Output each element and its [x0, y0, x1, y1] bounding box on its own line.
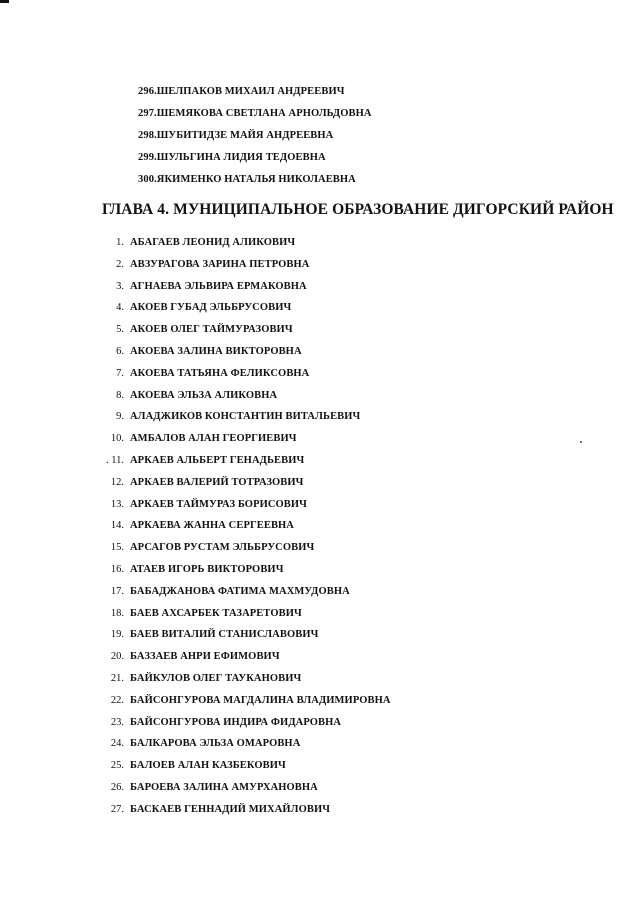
list-item-number: 12. [110, 476, 124, 488]
list-item [100, 406, 391, 428]
list-item-number: 4. [116, 302, 124, 314]
list-item [100, 537, 391, 559]
list-item [100, 341, 391, 363]
list-item [100, 472, 391, 494]
list-item-name: АКОЕВА ТАТЬЯНА ФЕЛИКСОВНА [130, 367, 310, 379]
list-item [100, 232, 391, 254]
list-item-name: АРКАЕВ АЛЬБЕРТ ГЕНАДЬЕВИЧ [130, 454, 305, 466]
list-item [100, 690, 391, 712]
list-item-name: АВЗУРАГОВА ЗАРИНА ПЕТРОВНА [130, 258, 310, 270]
list-item-name: АРСАГОВ РУСТАМ ЭЛЬБРУСОВИЧ [130, 542, 315, 554]
list-item-name: АБАГАЕВ ЛЕОНИД АЛИКОВИЧ [130, 237, 296, 248]
list-item-number: 13. [110, 498, 124, 510]
list-item [100, 799, 391, 821]
list-item [100, 254, 391, 276]
previous-chapter-list [138, 81, 372, 191]
list-item [100, 297, 391, 319]
list-item [100, 494, 391, 516]
list-item-name: БАЕВ ВИТАЛИЙ СТАНИСЛАВОВИЧ [130, 629, 319, 641]
scan-speck [580, 441, 582, 443]
list-item [100, 276, 391, 298]
list-item-name: БАЙСОНГУРОВА МАГДАЛИНА ВЛАДИМИРОВНА [130, 694, 391, 706]
list-item [100, 603, 391, 625]
list-item-number: 26. [110, 781, 124, 793]
list-item [100, 712, 391, 734]
list-item-number: 14. [110, 520, 124, 532]
list-item: 300.ЯКИМЕНКО НАТАЛЬЯ НИКОЛАЕВНА [138, 174, 356, 185]
list-item-name: АЛАДЖИКОВ КОНСТАНТИН ВИТАЛЬЕВИЧ [130, 411, 361, 423]
list-item [100, 755, 391, 777]
list-item-number: 10. [110, 433, 124, 445]
scan-corner-mark [0, 0, 9, 3]
list-item [100, 777, 391, 799]
list-item: 297.ШЕМЯКОВА СВЕТЛАНА АРНОЛЬДОВНА [138, 108, 372, 119]
list-item-number: 8. [116, 389, 124, 401]
list-item [100, 319, 391, 341]
list-item [100, 624, 391, 646]
list-item-number: 17. [110, 585, 124, 597]
list-item-name: БАЗЗАЕВ АНРИ ЕФИМОВИЧ [130, 651, 280, 663]
list-item-number: 25. [110, 760, 124, 772]
list-item [100, 515, 391, 537]
list-item [100, 450, 391, 472]
list-item-number: 2. [116, 258, 124, 270]
list-item-name: БАЙКУЛОВ ОЛЕГ ТАУКАНОВИЧ [130, 672, 302, 684]
list-item-number: 7. [116, 367, 124, 379]
list-item [100, 668, 391, 690]
list-item-number: 19. [110, 629, 124, 641]
list-item-number: 22. [110, 694, 124, 706]
list-item-number: . 11. [106, 454, 124, 466]
list-item-name: АКОЕВ ОЛЕГ ТАЙМУРАЗОВИЧ [130, 324, 293, 336]
list-item [100, 385, 391, 407]
list-item-number: 9. [116, 411, 124, 423]
list-item [100, 646, 391, 668]
list-item-name: АТАЕВ ИГОРЬ ВИКТОРОВИЧ [130, 563, 284, 575]
list-item-name: АРКАЕВ ТАЙМУРАЗ БОРИСОВИЧ [130, 498, 307, 510]
list-item-name: АКОЕВ ГУБАД ЭЛЬБРУСОВИЧ [130, 302, 292, 314]
list-item-name: БАСКАЕВ ГЕННАДИЙ МИХАЙЛОВИЧ [130, 803, 331, 815]
list-item-name: АРКАЕВА ЖАННА СЕРГЕЕВНА [130, 520, 294, 532]
list-item-number: 1. [116, 237, 124, 248]
list-item [100, 559, 391, 581]
list-item [100, 581, 391, 603]
list-item-name: АГНАЕВА ЭЛЬВИРА ЕРМАКОВНА [130, 280, 307, 292]
list-item-number: 24. [110, 738, 124, 750]
list-item: 296.ШЕЛПАКОВ МИХАИЛ АНДРЕЕВИЧ [138, 86, 345, 97]
list-item-number: 18. [110, 607, 124, 619]
list-item [100, 428, 391, 450]
list-item-name: БАЛОЕВ АЛАН КАЗБЕКОВИЧ [130, 760, 286, 772]
list-item-number: 20. [110, 651, 124, 663]
chapter-heading: ГЛАВА 4. МУНИЦИПАЛЬНОЕ ОБРАЗОВАНИЕ ДИГОРСКИЙ РАЙОН [102, 201, 614, 218]
list-item: 298.ШУБИТИДЗЕ МАЙЯ АНДРЕЕВНА [138, 130, 334, 141]
list-item-number: 6. [116, 345, 124, 357]
list-item-number: 23. [110, 716, 124, 728]
member-list [100, 232, 391, 821]
list-item-name: БАЙСОНГУРОВА ИНДИРА ФИДАРОВНА [130, 716, 342, 728]
list-item-number: 5. [116, 324, 124, 336]
list-item: 299.ШУЛЬГИНА ЛИДИЯ ТЕДОЕВНА [138, 152, 326, 163]
list-item [100, 733, 391, 755]
list-item-name: БАЛКАРОВА ЭЛЬЗА ОМАРОВНА [130, 738, 301, 750]
list-item-name: АКОЕВА ЭЛЬЗА АЛИКОВНА [130, 389, 278, 401]
list-item-name: АРКАЕВ ВАЛЕРИЙ ТОТРАЗОВИЧ [130, 476, 304, 488]
list-item-name: АМБАЛОВ АЛАН ГЕОРГИЕВИЧ [130, 433, 297, 445]
list-item-number: 21. [110, 672, 124, 684]
list-item [100, 363, 391, 385]
list-item-number: 3. [116, 280, 124, 292]
list-item-number: 15. [110, 542, 124, 554]
list-item-number: 27. [110, 803, 124, 815]
list-item-name: АКОЕВА ЗАЛИНА ВИКТОРОВНА [130, 345, 302, 357]
list-item-name: БАБАДЖАНОВА ФАТИМА МАХМУДОВНА [130, 585, 350, 597]
list-item-name: БАРОЕВА ЗАЛИНА АМУРХАНОВНА [130, 781, 318, 793]
list-item-number: 16. [110, 563, 124, 575]
list-item-name: БАЕВ АХСАРБЕК ТАЗАРЕТОВИЧ [130, 607, 302, 619]
